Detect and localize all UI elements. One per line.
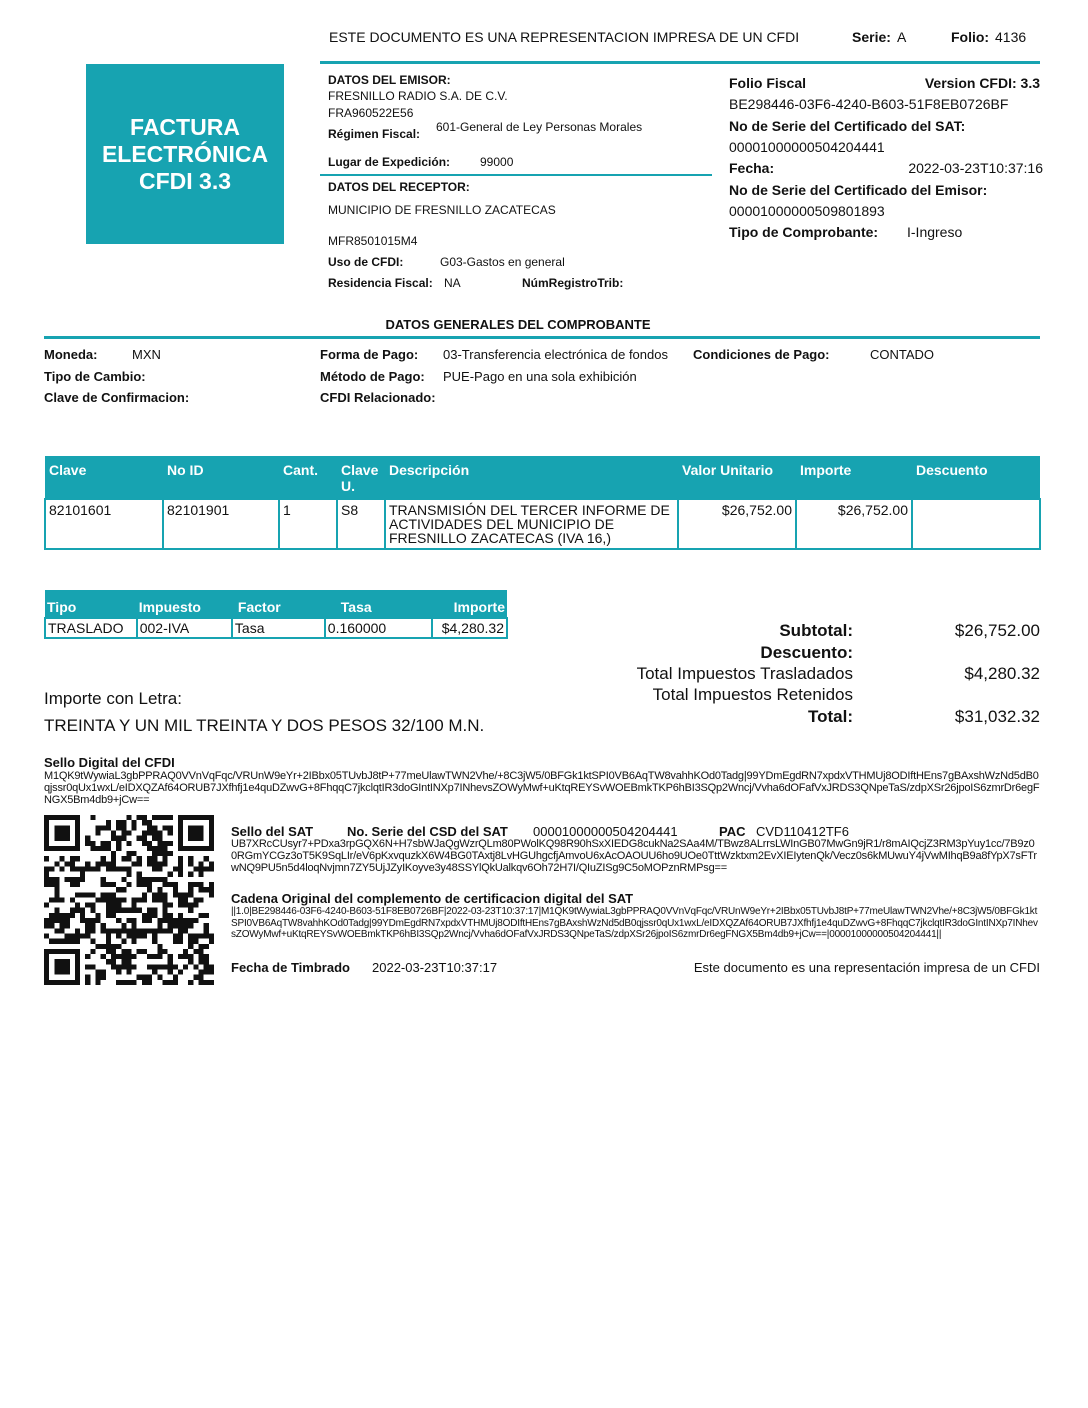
emisor-rfc: FRA960522E56 [328,106,414,120]
sello-cfdi-label: Sello Digital del CFDI [44,755,175,770]
emisor-divider [320,174,712,176]
retenidos-label: Total Impuestos Retenidos [652,685,853,704]
footer-note: Este documento es una representación impresa de un CFDI [693,960,1040,975]
col-impuesto: Impuesto [137,590,232,618]
conceptos-header-row [45,456,1040,499]
badge-line-1: FACTURA [130,113,240,140]
uso-cfdi-label: Uso de CFDI: [328,255,404,269]
fecha-timbrado-label: Fecha de Timbrado [231,960,350,975]
subtotal-value: $26,752.00 [954,621,1040,640]
document-notice: ESTE DOCUMENTO ES UNA REPRESENTACION IMPRESA DE UN CFDI [329,29,800,45]
metodo-pago-value: PUE-Pago en una sola exhibición [443,369,637,384]
cell-importe-impuesto: $4,280.32 [432,618,507,638]
cert-emisor-value: 00001000000509801893 [729,203,885,219]
lugar-label: Lugar de Expedición: [328,155,451,169]
col-no-id: No ID [163,456,279,499]
residencia-label: Residencia Fiscal: [328,276,433,290]
receptor-rfc: MFR8501015M4 [328,234,418,248]
csd-sat-value: 00001000000504204441 [533,824,678,839]
cell-no-id: 82101901 [163,499,279,549]
trasladados-value: $4,280.32 [964,664,1040,683]
condiciones-pago-label: Condiciones de Pago: [693,347,830,362]
cell-impuesto: 002-IVA [137,618,232,638]
cfdi-relacionado-label: CFDI Relacionado: [320,390,436,405]
folio-label: Folio: [951,29,990,45]
importe-letra-label: Importe con Letra: [44,689,182,708]
col-tipo: Tipo [45,590,137,618]
moneda-label: Moneda: [44,347,98,362]
fecha-value: 2022-03-23T10:37:16 [908,160,1043,176]
table-row [45,499,1040,549]
total-label: Total: [807,707,853,726]
cell-clave: 82101601 [45,499,163,549]
sello-cfdi-value: M1QK9tWywiaL3gbPPRAQ0VVnVqFqc/VRUnW9eYr+2IBbx05TUvbJ8tP+77meUlawTWN2Vhe/+8C3jW5/0BFGk1ktSPI0VB6AqTW8vahhKOd0Tadg|99YDmEgdRN7xpdxVTHMUj8ODIftHEns7gBAxshWzNd5dB0qjssr0qUx1wxL/eIDXQZAf64ORUB7JXfhfj1e4quDZwvG+8FhqqC7jkclqtIR3doGIntINXp7INhevsZOWyMwf+uKtqREYSvWOEBmkTKP6hBI3SQp2Wncj/Vvha6dOFafVxJRDS3QNpeTaS/zdpXSr26jpoIS6zmrDr6egFNGX5Bm4db9+jCw== [44,770,1040,806]
badge-line-2: ELECTRÓNICA [101,140,269,167]
fecha-label: Fecha: [729,160,775,176]
header-divider [320,61,1040,64]
generales-divider [44,336,1040,339]
cell-descuento [912,499,1040,549]
col-tasa: Tasa [325,590,432,618]
cert-emisor-label: No de Serie del Certificado del Emisor: [729,182,988,198]
factura-badge [86,64,284,244]
tipo-cambio-label: Tipo de Cambio: [44,369,146,384]
col-descripcion: Descripción [385,456,678,499]
cert-sat-label: No de Serie del Certificado del SAT: [729,118,966,134]
clave-confirmacion-label: Clave de Confirmacion: [44,390,190,405]
tipo-comprobante-label: Tipo de Comprobante: [729,224,879,240]
residencia-value: NA [444,276,461,290]
trasladados-label: Total Impuestos Trasladados [636,664,853,683]
importe-letra-value: TREINTA Y UN MIL TREINTA Y DOS PESOS 32/100 M.N. [44,716,485,735]
folio-fiscal-label: Folio Fiscal [729,75,807,91]
regimen-value: 601-General de Ley Personas Morales [436,120,643,134]
moneda-value: MXN [132,347,161,362]
cell-factor: Tasa [232,618,325,638]
generales-title: DATOS GENERALES DEL COMPROBANTE [385,317,651,332]
col-valor-unitario: Valor Unitario [678,456,796,499]
regimen-label: Régimen Fiscal: [328,127,421,141]
tipo-comprobante-value: I-Ingreso [907,224,963,240]
col-factor: Factor [232,590,325,618]
registro-trib-label: NúmRegistroTrib: [522,276,624,290]
uso-cfdi-value: G03-Gastos en general [440,255,565,269]
col-importe-impuesto: Importe [432,590,507,618]
csd-sat-label: No. Serie del CSD del SAT [347,824,508,839]
qr-code-icon [44,815,214,985]
serie-label: Serie: [852,29,891,45]
cell-descripcion: TRANSMISIÓN DEL TERCER INFORME DE ACTIVIDADES DEL MUNICIPIO DE FRESNILLO ZACATECAS (IVA 16,) [385,499,678,549]
cadena-label: Cadena Original del complemento de certificacion digital del SAT [231,891,634,906]
cell-tasa: 0.160000 [325,618,432,638]
serie-value: A [897,29,907,45]
receptor-name: MUNICIPIO DE FRESNILLO ZACATECAS [328,203,556,217]
version-cfdi: Version CFDI: 3.3 [924,75,1040,91]
forma-pago-value: 03-Transferencia electrónica de fondos [443,347,668,362]
cell-importe: $26,752.00 [796,499,912,549]
cell-clave-u: S8 [337,499,385,549]
lugar-value: 99000 [480,155,514,169]
condiciones-pago-value: CONTADO [870,347,935,362]
subtotal-label: Subtotal: [779,621,853,640]
receptor-title: DATOS DEL RECEPTOR: [328,180,470,194]
col-clave: Clave [45,456,163,499]
col-clave-u: Clave U. [337,456,385,499]
sello-sat-label: Sello del SAT [231,824,314,839]
metodo-pago-label: Método de Pago: [320,369,425,384]
fecha-timbrado-value: 2022-03-23T10:37:17 [372,960,498,975]
folio-fiscal-value: BE298446-03F6-4240-B603-51F8EB0726BF [729,96,1009,112]
cert-sat-value: 00001000000504204441 [729,139,885,155]
cell-cant: 1 [279,499,337,549]
emisor-title: DATOS DEL EMISOR: [328,73,451,87]
descuento-label: Descuento: [760,643,853,662]
total-value: $31,032.32 [954,707,1040,726]
badge-line-3: CFDI 3.3 [138,167,232,194]
col-cant: Cant. [279,456,337,499]
cell-tipo: TRASLADO [45,618,137,638]
pac-value: CVD110412TF6 [756,824,849,839]
cadena-value: ||1.0|BE298446-03F6-4240-B603-51F8EB0726BF|2022-03-23T10:37:17|M1QK9tWywiaL3gbPPRAQ0VVnVqFqc/VRUnW9eYr+2IBbx05TUvbJ8tP+77meUlawTWN2Vhe/+8C3jW5/0BFGk1ktSPI0VB6AqTW8vahhKOd0Tadg|99YDmEgdRN7xpdxVTHMUj8ODIftHEns7gBAxshWzNd5dB0qjssr0qUx1wxL/eIDXQZAf64ORUB7JXfhfj1e4quDZwvG+8FhqqC7jkclqtIR3doGIntINXp7INhevsZOWyMwf+uKtqREYSvWOEBmkTKP6hBI3SQp2Wncj/Vvha6dOFafVxJRDS3QNpeTaS/zdpXSr26jpoIS6zmrDr6egFNGX5Bm4db9+jCw==|00001000000504204441|| [231,906,1038,940]
sello-sat-value: UB7XRcCUsyr7+PDxa3rpGQX6N+H7sbWJaQgWzrQLm80PWolKQ98R90hSxXIEDG8cukNa2SAa4M/TBwz8ALrrsLWInGB07MwGn9jR1/r8mAIQcjZ3RM3pYuy1cc/7B9z00RGmYCGz3oT5K9SqLIr/eV6pKxvquzkX6W4BG0TAxtj8LvHGUhgcfjAmvoU6xAcOAOUU6ho9UOe0TttWzktxm2EvXIEIytenQk/Vecz0s6kMUwuY4jVwMIhqB9a8fYpX7sFTrwNQ9PU5n5d4loqNvjmn7ZY5UjJZyIKoyve3y48SSYlQkUalkqv6Oh72H7I/QIuZISg9C5oMOPznRMPsg== [231,838,1037,874]
cell-valor-unitario: $26,752.00 [678,499,796,549]
col-importe: Importe [796,456,912,499]
forma-pago-label: Forma de Pago: [320,347,419,362]
pac-label: PAC [719,824,746,839]
conceptos-table [44,456,1041,550]
col-descuento: Descuento [912,456,1040,499]
folio-value: 4136 [995,29,1027,45]
impuestos-table [44,590,508,639]
table-row [45,618,507,638]
impuestos-header-row [45,590,507,618]
emisor-name: FRESNILLO RADIO S.A. DE C.V. [328,89,508,103]
